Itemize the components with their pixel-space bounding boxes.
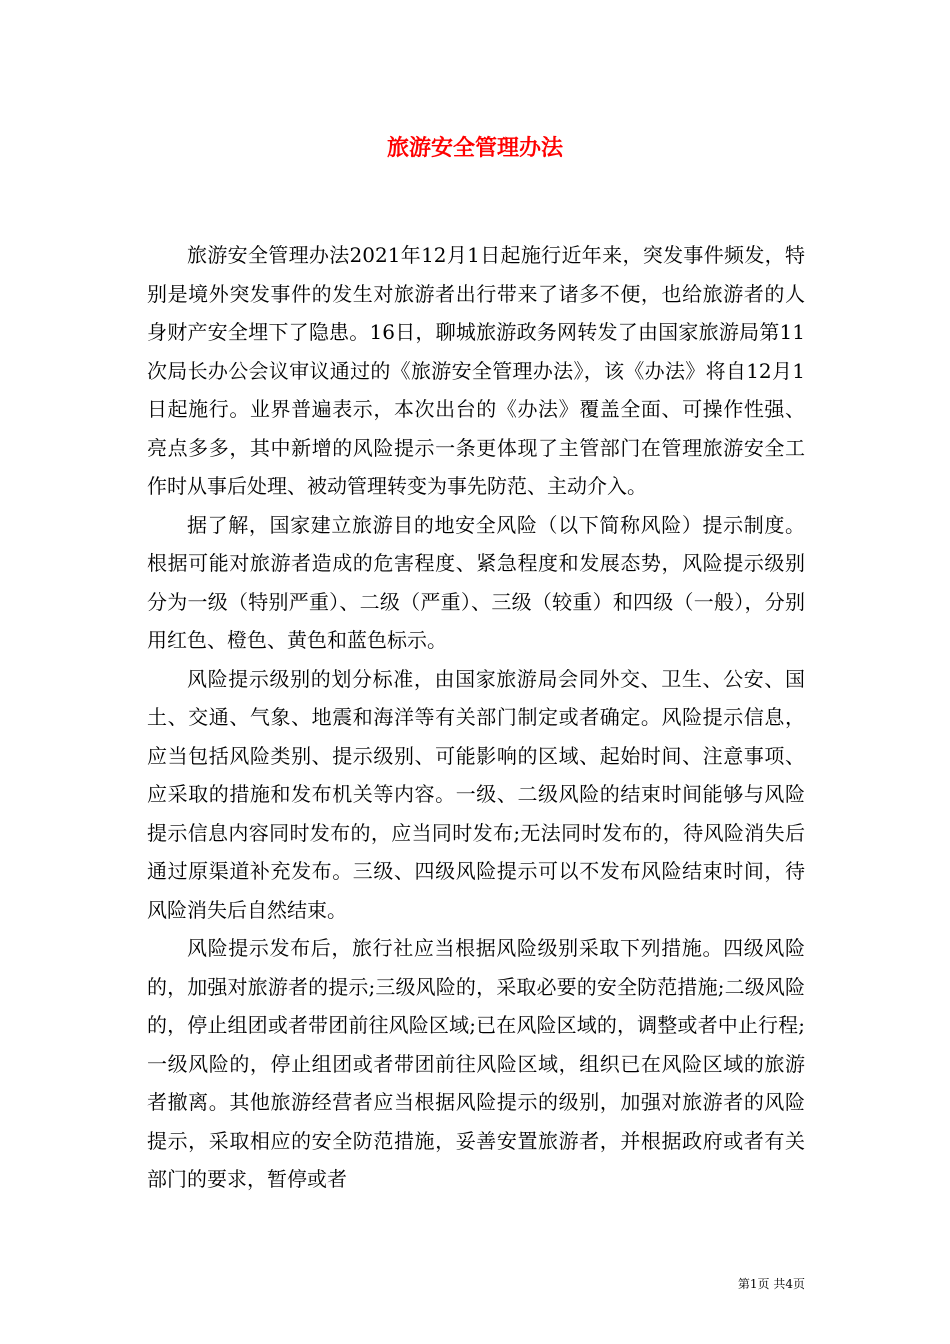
- paragraph-1: 旅游安全管理办法2021年12月1日起施行近年来，突发事件频发，特别是境外突发事件的发生对旅游者出行带来了诸多不便，也给旅游者的人身财产安全埋下了隐患。16日，聊城旅游政务网转发了由国家旅游局第11次局长办公会议审议通过的《旅游安全管理办法》，该《办法》将自12月1日起施行。业界普遍表示，本次出台的《办法》覆盖全面、可操作性强、亮点多多，其中新增的风险提示一条更体现了主管部门在管理旅游安全工作时从事后处理、被动管理转变为事先防范、主动介入。: [147, 243, 805, 498]
- paragraph-3: 风险提示级别的划分标准，由国家旅游局会同外交、卫生、公安、国土、交通、气象、地震和海洋等有关部门制定或者确定。风险提示信息，应当包括风险类别、提示级别、可能影响的区域、起始时间、注意事项、应采取的措施和发布机关等内容。一级、二级风险的结束时间能够与风险提示信息内容同时发布的，应当同时发布;无法同时发布的，待风险消失后通过原渠道补充发布。三级、四级风险提示可以不发布风险结束时间，待风险消失后自然结束。: [147, 666, 805, 922]
- paragraph-2: 据了解，国家建立旅游目的地安全风险（以下简称风险）提示制度。根据可能对旅游者造成的危害程度、紧急程度和发展态势，风险提示级别分为一级（特别严重）、二级（严重）、三级（较重）和四级（一般），分别用红色、橙色、黄色和蓝色标示。: [147, 512, 805, 652]
- page-title: 旅游安全管理办法: [386, 135, 563, 161]
- page-number: 第1页 共4页: [737, 1277, 805, 1291]
- document-body: [147, 236, 805, 1199]
- paragraph-4: 风险提示发布后，旅行社应当根据风险级别采取下列措施。四级风险的，加强对旅游者的提示;三级风险的，采取必要的安全防范措施;二级风险的，停止组团或者带团前往风险区域;已在风险区域的，调整或者中止行程;一级风险的，停止组团或者带团前往风险区域，组织已在风险区域的旅游者撤离。其他旅游经营者应当根据风险提示的级别，加强对旅游者的风险提示，采取相应的安全防范措施，妥善安置旅游者，并根据政府或者有关部门的要求，暂停或者: [147, 936, 805, 1191]
